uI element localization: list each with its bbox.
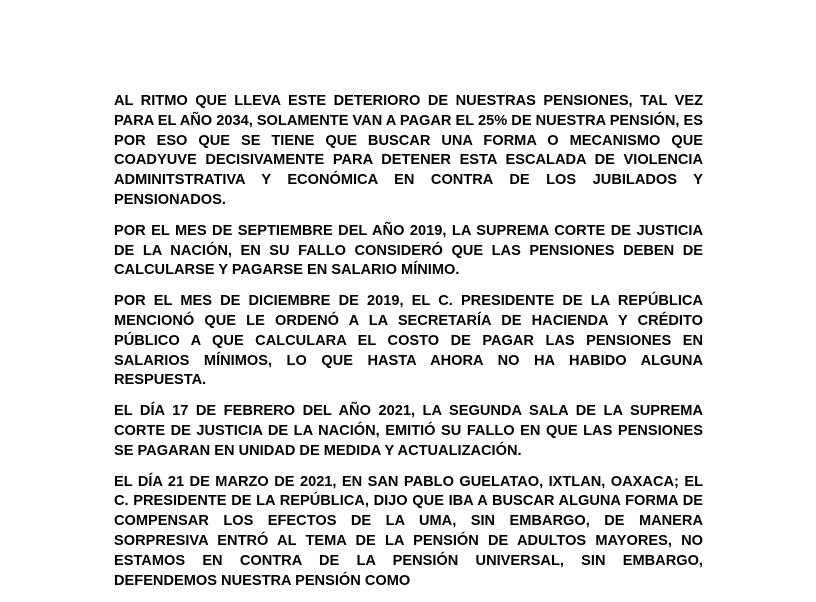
- document-body: [114, 92, 703, 602]
- paragraph-scjn-2021-ruling: EL DÍA 17 DE FEBRERO DEL AÑO 2021, LA SEGUNDA SALA DE LA SUPREMA CORTE DE JUSTICIA DE LA NACIÓN, EMITIÓ SU FALLO EN QUE LAS PENSIONES SE PAGARAN EN UNIDAD DE MEDIDA Y ACTUALIZACIÓN.: [114, 403, 703, 459]
- paragraph-president-december-2019: POR EL MES DE DICIEMBRE DE 2019, EL C. PRESIDENTE DE LA REPÚBLICA MENCIONÓ QUE LE ORDENÓ A LA SECRETARÍA DE HACIENDA Y CRÉDITO PÚBLICO A QUE CALCULARA EL COSTO DE PAGAR LAS PENSIONES EN SALARIOS MÍNIMOS, LO QUE HASTA AHORA NO HA HABIDO ALGUNA RESPUESTA.: [114, 293, 703, 389]
- paragraph-scjn-2019-ruling: POR EL MES DE SEPTIEMBRE DEL AÑO 2019, LA SUPREMA CORTE DE JUSTICIA DE LA NACIÓN, EN SU FALLO CONSIDERÓ QUE LAS PENSIONES DEBEN DE CALCULARSE Y PAGARSE EN SALARIO MÍNIMO.: [114, 222, 703, 279]
- paragraph-guelatao-march-2021: EL DÍA 21 DE MARZO DE 2021, EN SAN PABLO GUELATAO, IXTLAN, OAXACA; EL C. PRESIDENTE DE LA REPÚBLICA, DIJO QUE IBA A BUSCAR ALGUNA FORMA DE COMPENSAR LOS EFECTOS DE LA UMA, SIN EMBARGO, DE MANERA SORPRESIVA ENTRÓ AL TEMA DE LA PENSIÓN DE ADULTOS MAYORES, NO ESTAMOS EN CONTRA DE LA PENSIÓN UNIVERSAL, SIN EMBARGO, DEFENDEMOS NUESTRA PENSIÓN COMO: [114, 473, 703, 589]
- paragraph-pension-deterioration: AL RITMO QUE LLEVA ESTE DETERIORO DE NUESTRAS PENSIONES, TAL VEZ PARA EL AÑO 2034, SOLAMENTE VAN A PAGAR EL 25% DE NUESTRA PENSIÓN, ES POR ESO QUE SE TIENE QUE BUSCAR UNA FORMA O MECANISMO QUE COADYUVE DECISIVAMENTE PARA DETENER ESTA ESCALADA DE VIOLENCIA ADMINITSTRATIVA Y ECONÓMICA EN CONTRA DE LOS JUBILADOS Y PENSIONADOS.: [114, 93, 703, 208]
